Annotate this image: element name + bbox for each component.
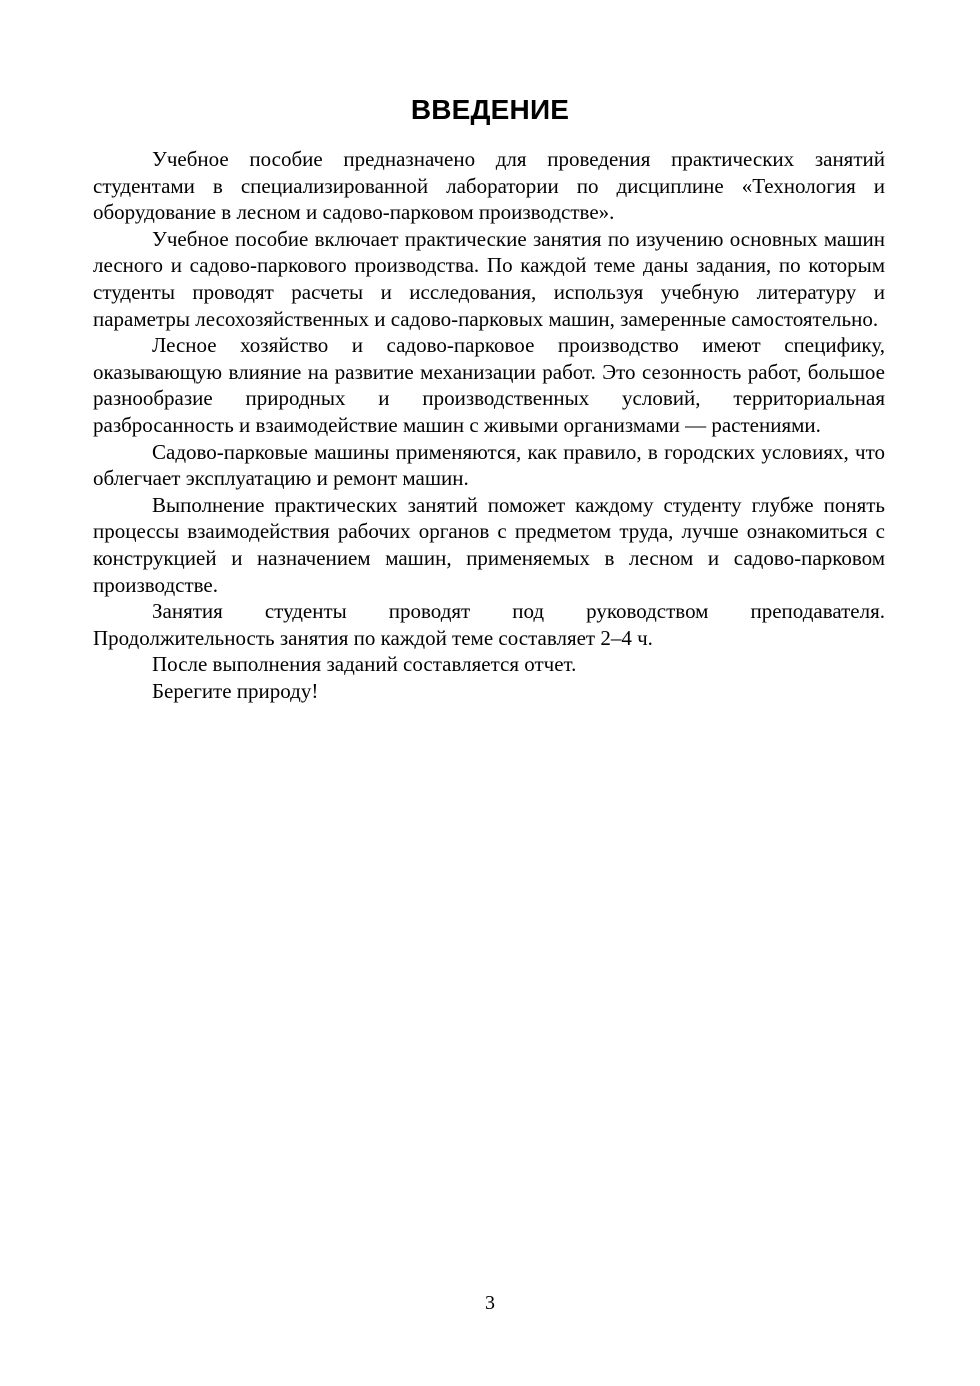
paragraph-content: Учебное пособие включает практические занятия по изучению основных машин лесного и садово-паркового производства. По каждой теме даны задания, по которым студенты проводят расчеты и исследования, используя учебную литературу и параметры лесохозяйственных и садово-парковых машин, замеренные самостоятельно.: [93, 226, 885, 331]
page-title: ВВЕДЕНИЕ: [410, 94, 570, 125]
paragraph-duration: Занятия студенты проводят под руководством преподавателя. Продолжительность занятия по каждой теме составляет 2–4 ч.: [93, 599, 885, 650]
paragraph-benefits: Выполнение практических занятий поможет каждому студенту глубже понять процессы взаимодействия рабочих органов с предметом труда, лучше ознакомиться с конструкцией и назначением машин, применяемых в лесном и садово-парковом производстве.: [93, 492, 885, 597]
paragraph-closing: Берегите природу!: [152, 678, 319, 703]
page-number: 3: [485, 1292, 495, 1314]
paragraph-specifics: Лесное хозяйство и садово-парковое производство имеют специфику, оказывающую влияние на развитие механизации работ. Это сезонность работ, большое разнообразие природных и производственных условий, территориальная разбросанность и взаимодействие машин с живыми организмами — растениями.: [93, 333, 885, 437]
body-text: [93, 146, 885, 704]
paragraph-purpose: Учебное пособие предназначено для проведения практических занятий студентами в специализированной лаборатории по дисциплине «Технология и оборудование в лесном и садово-парковом производстве».: [93, 147, 885, 225]
paragraph-report: После выполнения заданий составляется отчет.: [152, 652, 577, 677]
paragraph-urban-machines: Садово-парковые машины применяются, как правило, в городских условиях, что облегчает эксплуатацию и ремонт машин.: [93, 439, 885, 491]
